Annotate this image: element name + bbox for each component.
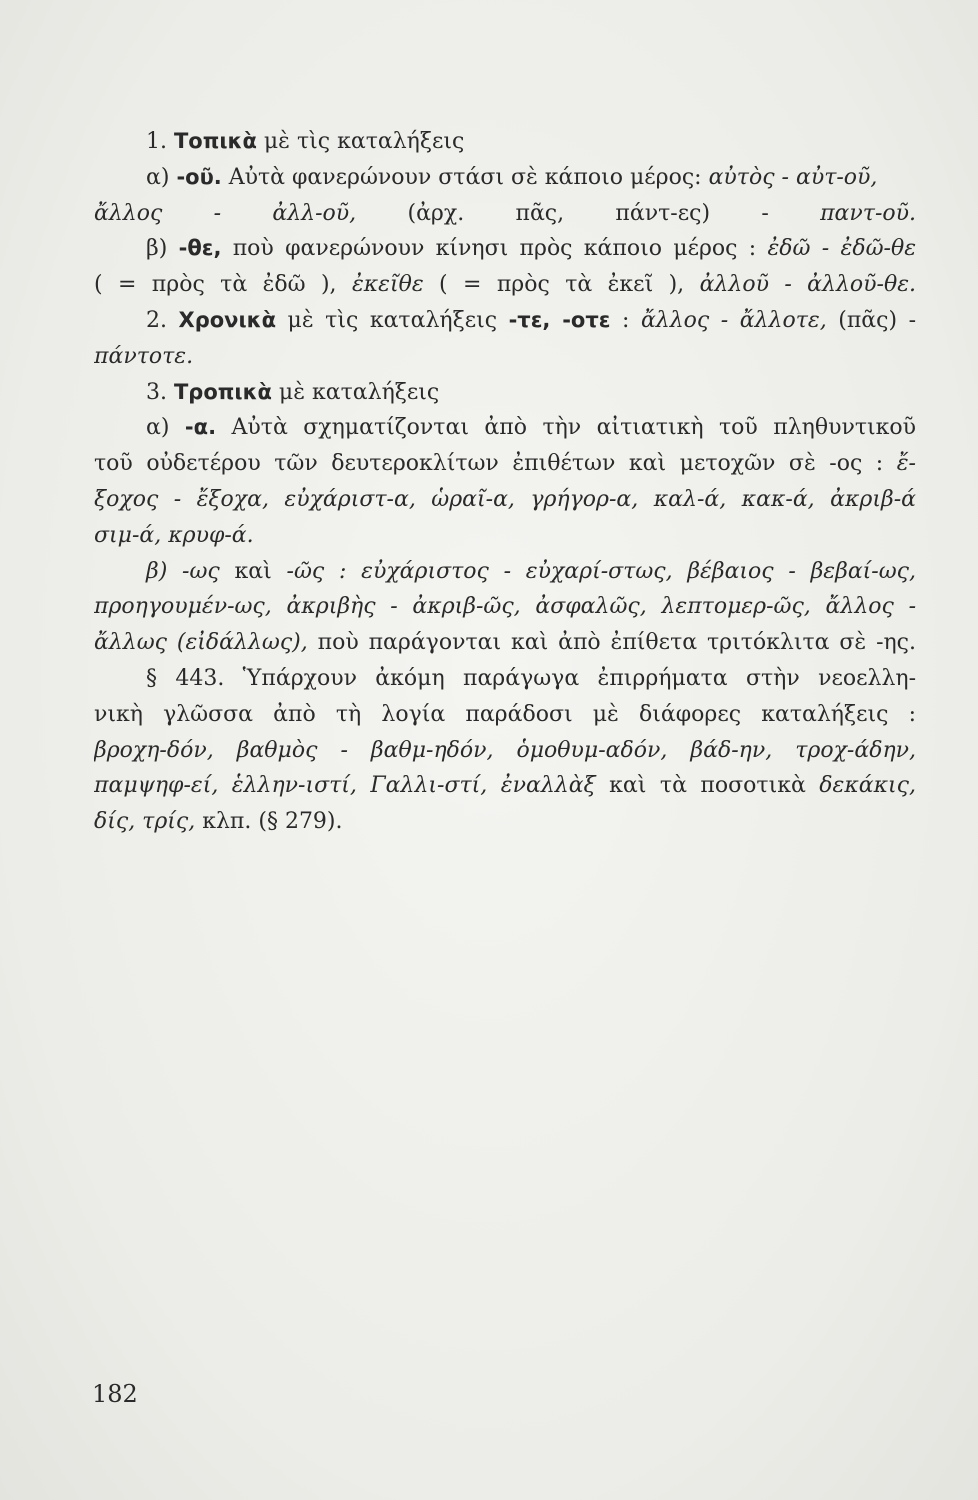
text-line xyxy=(94,554,916,590)
text-line xyxy=(94,589,916,625)
text-span: 2. xyxy=(146,307,179,333)
text-span: πάντοτε. xyxy=(94,343,194,369)
text-span: (πᾶς) - xyxy=(826,307,916,333)
text-line xyxy=(94,410,916,446)
text-span: Χρονικὰ xyxy=(178,307,277,332)
body-text xyxy=(94,124,916,840)
text-span: ἄλλος - ἄλλοτε, xyxy=(640,307,827,333)
text-span: δίς, τρίς, xyxy=(94,809,196,835)
text-line xyxy=(94,375,916,411)
page-number: 182 xyxy=(92,1380,138,1408)
text-span: 1. xyxy=(146,129,174,154)
text-line xyxy=(94,661,916,697)
text-span: Τοπικὰ xyxy=(173,129,257,153)
text-span: αὐτὸς - αὐτ-οῦ, xyxy=(708,164,878,190)
text-span: -οῦ. xyxy=(176,164,222,189)
text-span: σιμ-ά, κρυφ-ά. xyxy=(94,522,254,548)
text-span: παντ-οῦ. xyxy=(820,200,916,226)
text-span: τοῦ οὐδετέρου τῶν δευτεροκλίτων ἐπιθέτων καὶ μετοχῶν σὲ -ος : xyxy=(94,451,897,477)
text-line xyxy=(94,267,916,303)
text-span: δεκάκις, xyxy=(819,773,916,799)
text-line xyxy=(94,339,916,375)
text-span: καὶ xyxy=(219,558,287,584)
text-span: βροχη-δόν, βαθμὸς - βαθμ-ηδόν, ὁμοθυμ-αδόν, βάδ-ην, τροχ-άδην, xyxy=(94,737,916,763)
text-span: ξοχος - ἔξοχα, εὐχάριστ-α, ὡραῖ-α, γρήγορ-α, καλ-ά, κακ-ά, ἀκριβ-ά xyxy=(94,486,916,512)
text-span: α) xyxy=(146,415,185,441)
text-line xyxy=(94,733,916,769)
text-span: Τροπικὰ xyxy=(173,379,272,404)
text-span: καὶ τὰ ποσοτικὰ xyxy=(595,773,820,799)
text-line xyxy=(94,303,916,339)
text-span: μὲ τὶς καταλήξεις xyxy=(256,129,465,154)
text-span: ἐδῶ - ἐδῶ-θε xyxy=(767,236,916,262)
text-line xyxy=(94,160,916,196)
text-span: -ῶς : εὐχάριστος - εὐχαρί-στως, βέβαιος - βεβαί-ως, xyxy=(286,558,916,584)
text-line xyxy=(94,124,916,160)
text-line xyxy=(94,196,916,232)
text-line xyxy=(94,804,916,840)
text-line xyxy=(94,482,916,518)
text-span: ἀλλοῦ - ἀλλοῦ-θε. xyxy=(699,272,916,298)
text-span: : xyxy=(610,307,641,333)
text-span: Αὐτὰ σχηματίζονται ἀπὸ τὴν αἰτιατικὴ τοῦ πληθυντικοῦ xyxy=(216,415,916,441)
text-span: -τε, -οτε xyxy=(508,307,611,332)
text-span: § 443. Ὑπάρχουν ἀκόμη παράγωγα ἐπιρρήματα στὴν νεοελλη- xyxy=(146,665,916,691)
text-span: παμψηφ-εί, ἑλλην-ιστί, Γαλλι-στί, ἐναλλὰξ xyxy=(94,773,596,799)
text-line xyxy=(94,697,916,733)
text-span: ἔ- xyxy=(896,451,916,477)
text-span: ποὺ παράγονται καὶ ἀπὸ ἐπίθετα τριτόκλιτα σὲ -ης. xyxy=(307,630,916,656)
text-span: μὲ τὶς καταλήξεις xyxy=(276,307,509,333)
text-span: ( = πρὸς τὰ ἐκεῖ ), xyxy=(423,272,700,298)
text-span: ἄλλος - ἀλλ-οῦ, xyxy=(94,200,357,226)
text-span: (ἀρχ. πᾶς, πάντ-ες) - xyxy=(356,200,821,226)
text-line xyxy=(94,446,916,482)
text-span: Αὐτὰ φανερώνουν στάσι σὲ κάποιο μέρος: xyxy=(221,164,709,190)
text-span: προηγουμέν-ως, ἀκριβὴς - ἀκριβ-ῶς, ἀσφαλῶς, λεπτομερ-ῶς, ἄλλος - xyxy=(94,594,916,620)
text-span: -α. xyxy=(184,415,217,440)
text-span: α) xyxy=(146,164,177,190)
text-line xyxy=(94,768,916,804)
text-span: μὲ καταλήξεις xyxy=(271,379,440,405)
text-span: 3. xyxy=(146,379,174,405)
text-span: ἐκεῖθε xyxy=(351,272,424,298)
text-span: β) -ως xyxy=(146,558,220,584)
text-span: -θε, xyxy=(178,236,222,261)
text-span: νικὴ γλῶσσα ἀπὸ τὴ λογία παράδοσι μὲ διάφορες καταλήξεις : xyxy=(94,701,916,727)
text-span: κλπ. (§ 279). xyxy=(195,809,343,835)
text-line xyxy=(94,625,916,661)
text-span: β) xyxy=(146,236,179,262)
text-span: ἄλλως (εἰδάλλως), xyxy=(94,630,308,656)
text-span: ( = πρὸς τὰ ἐδῶ ), xyxy=(94,272,352,298)
text-line xyxy=(94,518,916,554)
text-span: ποὺ φανερώνουν κίνησι πρὸς κάποιο μέρος : xyxy=(221,236,768,262)
text-line xyxy=(94,231,916,267)
